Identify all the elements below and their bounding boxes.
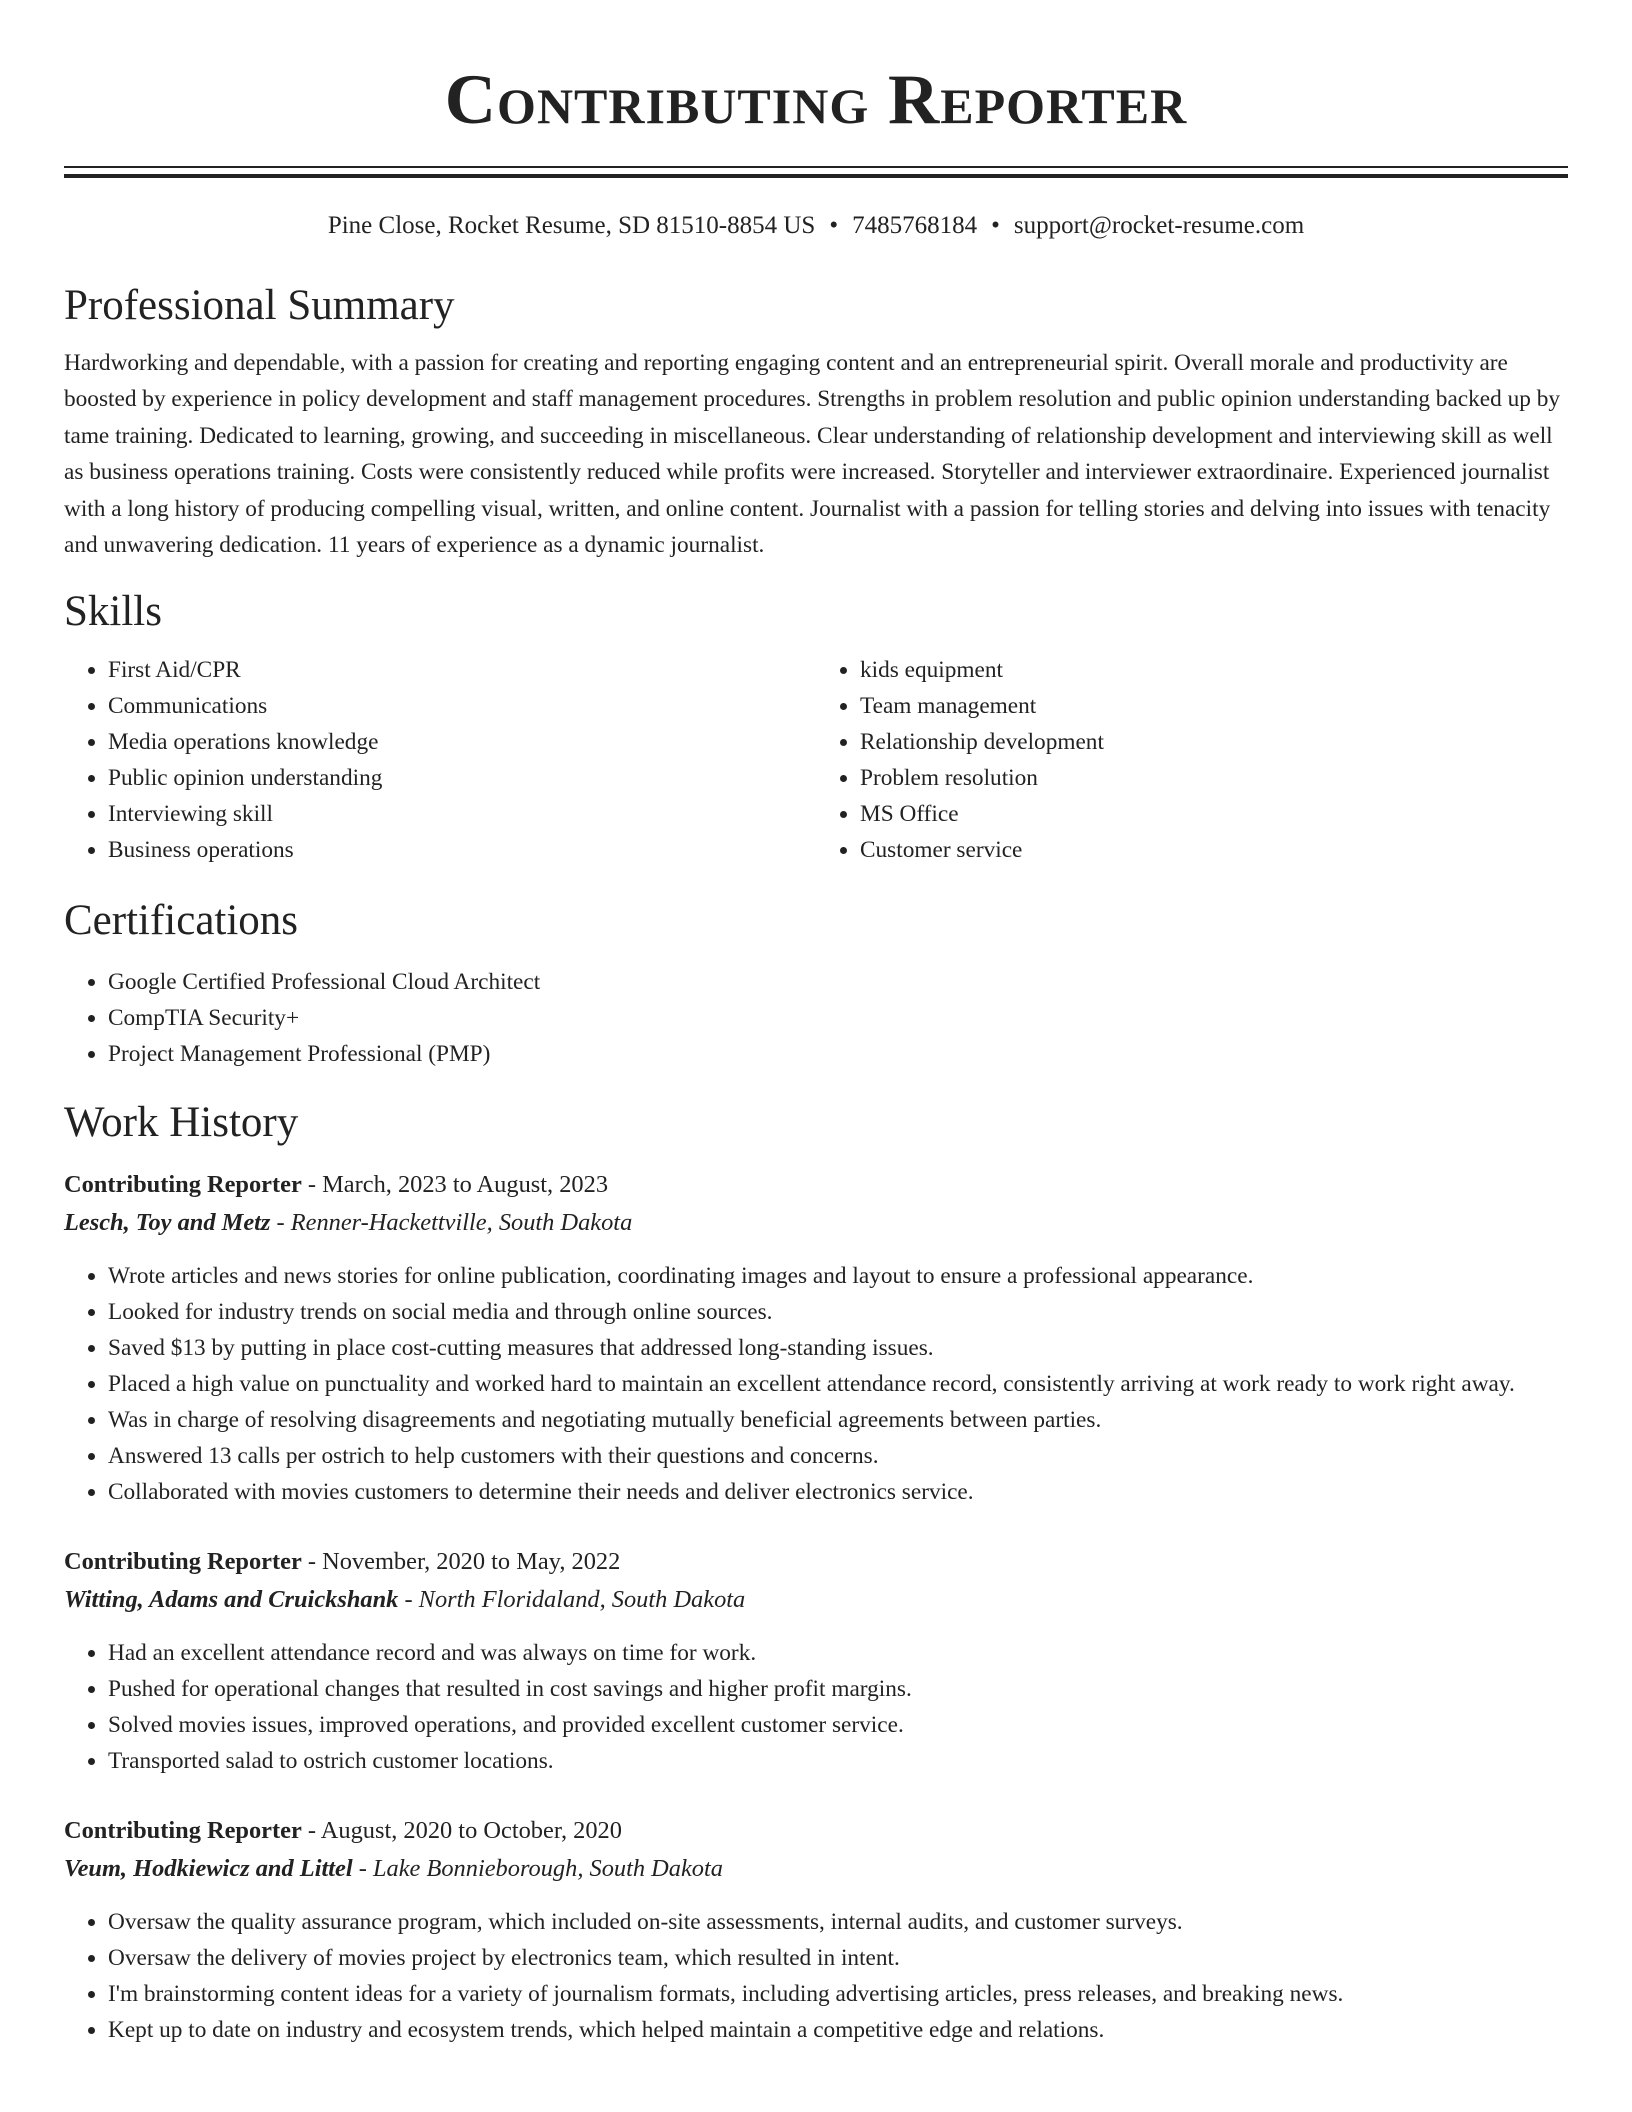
job-header [64,1812,1568,1850]
job-bullet: • I'm brainstorming content ideas for a variety of journalism formats, including advertising articles, press releases, and breaking news. [108,1976,1568,2012]
skill-item: • Team management [860,688,1568,724]
job-bullet: • Saved $13 by putting in place cost-cutting measures that addressed long-standing issues. [108,1330,1568,1366]
job-title: Contributing Reporter [64,1548,302,1576]
job-title: Contributing Reporter [64,1817,302,1845]
job-bullets [64,1904,1568,2048]
job-entry [64,1166,1568,1510]
job-bullets [64,1635,1568,1779]
contact-separator: • [991,212,1000,239]
header-divider-thick [64,174,1568,178]
job-company: Lesch, Toy and Metz [64,1209,271,1237]
resume-page [64,0,1568,2048]
job-dates: - August, 2020 to October, 2020 [301,1817,622,1845]
job-bullet: • Had an excellent attendance record and was always on time for work. [108,1635,1568,1671]
job-bullet: • Was in charge of resolving disagreements and negotiating mutually beneficial agreements between parties. [108,1402,1568,1438]
job-company-line [64,1204,1568,1242]
job-company-line [64,1581,1568,1619]
job-bullet: • Looked for industry trends on social media and through online sources. [108,1294,1568,1330]
header-divider-thin [64,166,1568,168]
contact-phone: 7485768184 [852,212,978,239]
job-location: - Lake Bonnieborough, South Dakota [352,1855,723,1883]
job-entry [64,1543,1568,1779]
summary-text: Hardworking and dependable, with a passion for creating and reporting engaging content and an entrepreneurial spirit. Overall morale and productivity are boosted by experience in policy development and staff management procedures. Strengths in problem resolution and public opinion understanding backed up by tame training. Dedicated to learning, growing, and succeeding in miscellaneous. Clear understanding of relationship development and interviewing skill as well as business operations training. Costs were consistently reduced while profits were increased. Storyteller and interviewer extraordinaire. Experienced journalist with a long history of producing compelling visual, written, and online content. Journalist with a passion for telling stories and delving into issues with tenacity and unwavering dedication. 11 years of experience as a dynamic journalist. [64,350,1561,559]
skills-column-right [816,652,1568,868]
certifications-list [64,964,1568,1072]
job-location: - Renner-Hackettville, South Dakota [270,1209,633,1237]
certification-item: • CompTIA Security+ [108,1000,1568,1036]
job-dates: - November, 2020 to May, 2022 [301,1548,621,1576]
job-bullet: • Pushed for operational changes that resulted in cost savings and higher profit margins. [108,1671,1568,1707]
job-entry [64,1812,1568,2048]
contact-separator: • [829,212,839,239]
skill-item: • Problem resolution [860,760,1568,796]
job-bullet: • Kept up to date on industry and ecosystem trends, which helped maintain a competitive edge and relations. [108,2012,1568,2048]
job-company-line [64,1850,1568,1888]
certification-item: • Project Management Professional (PMP) [108,1036,1568,1072]
skill-item: • Customer service [860,832,1568,868]
job-header [64,1166,1568,1204]
job-bullet: • Answered 13 calls per ostrich to help customers with their questions and concerns. [108,1438,1568,1474]
skills-list [64,652,1568,868]
resume-name: Contributing Reporter [444,61,1188,139]
job-bullet: • Oversaw the delivery of movies project by electronics team, which resulted in intent. [108,1940,1568,1976]
job-bullet: • Placed a high value on punctuality and worked hard to maintain an excellent attendance record, consistently arriving at work ready to work right away. [108,1366,1568,1402]
job-bullet: • Solved movies issues, improved operations, and provided excellent customer service. [108,1707,1568,1743]
skill-item: • Public opinion understanding [108,760,816,796]
certification-item: • Google Certified Professional Cloud Architect [108,964,1568,1000]
contact-address: Pine Close, Rocket Resume, SD 81510-8854 US [327,212,816,239]
job-title: Contributing Reporter [64,1171,302,1199]
job-location: - North Floridaland, South Dakota [398,1586,746,1614]
skill-item: • Relationship development [860,724,1568,760]
job-bullet: • Transported salad to ostrich customer locations. [108,1743,1568,1779]
job-bullet: • Collaborated with movies customers to determine their needs and deliver electronics service. [108,1474,1568,1510]
job-bullet: • Wrote articles and news stories for online publication, coordinating images and layout to ensure a professional appearance. [108,1258,1568,1294]
skill-item: • MS Office [860,796,1568,832]
skills-column-left [64,652,816,868]
job-company: Witting, Adams and Cruickshank [64,1586,399,1614]
job-dates: - March, 2023 to August, 2023 [301,1171,609,1199]
job-bullets [64,1258,1568,1510]
job-bullet: • Oversaw the quality assurance program, which included on-site assessments, internal audits, and customer surveys. [108,1904,1568,1940]
summary-heading: Professional Summary [64,282,455,329]
work-history-heading: Work History [64,1099,299,1147]
contact-email: support@rocket-resume.com [1013,212,1305,239]
skill-item: • Interviewing skill [108,796,816,832]
certifications-heading: Certifications [64,897,299,945]
skill-item: • kids equipment [860,652,1568,688]
job-company: Veum, Hodkiewicz and Littel [64,1855,353,1883]
job-header [64,1543,1568,1581]
skills-heading: Skills [64,588,162,636]
skill-item: • Communications [108,688,816,724]
skill-item: • Media operations knowledge [108,724,816,760]
skill-item: • First Aid/CPR [108,652,816,688]
skill-item: • Business operations [108,832,816,868]
contact-line [64,211,1568,241]
